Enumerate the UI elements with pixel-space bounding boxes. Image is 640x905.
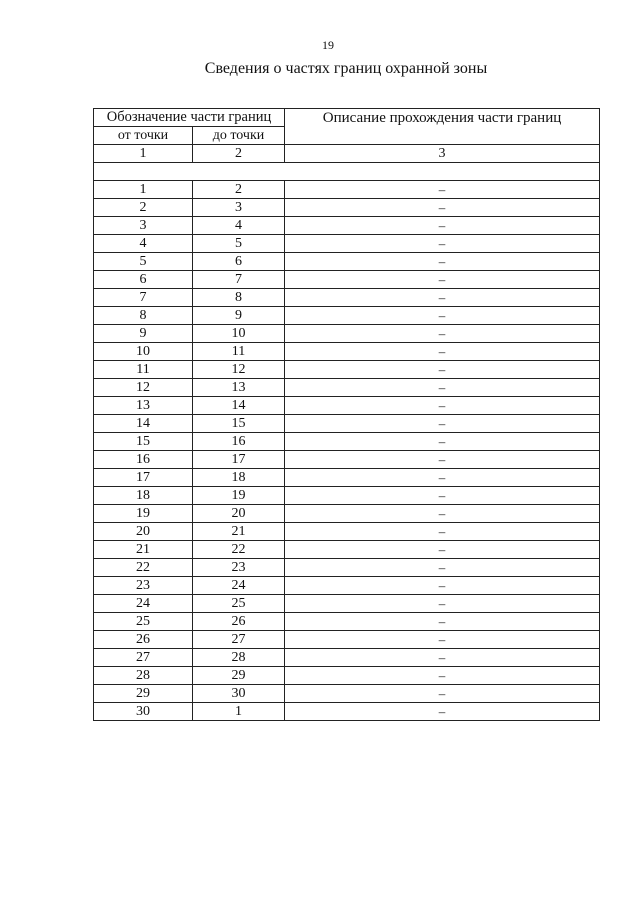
to-point-cell: 5: [193, 235, 285, 253]
table-row: [94, 523, 600, 541]
to-point-cell: 10: [193, 325, 285, 343]
description-cell: –: [285, 235, 600, 253]
table-row: [94, 397, 600, 415]
table-row: [94, 595, 600, 613]
from-point-cell: 28: [94, 667, 193, 685]
description-cell: –: [285, 685, 600, 703]
to-point-cell: 29: [193, 667, 285, 685]
from-point-cell: 18: [94, 487, 193, 505]
table-row: [94, 253, 600, 271]
to-point-cell: 15: [193, 415, 285, 433]
table-row: [94, 667, 600, 685]
from-point-cell: 14: [94, 415, 193, 433]
to-point-cell: 4: [193, 217, 285, 235]
table-row: [94, 343, 600, 361]
description-cell: –: [285, 577, 600, 595]
to-point-cell: 7: [193, 271, 285, 289]
from-point-cell: 8: [94, 307, 193, 325]
description-cell: –: [285, 487, 600, 505]
boundary-parts-table: [93, 108, 600, 721]
column-number-1: 1: [94, 145, 193, 163]
table-row: [94, 577, 600, 595]
from-point-cell: 1: [94, 181, 193, 199]
header-from-point: от точки: [94, 127, 193, 145]
table-row: [94, 199, 600, 217]
from-point-cell: 21: [94, 541, 193, 559]
from-point-cell: 20: [94, 523, 193, 541]
description-cell: –: [285, 397, 600, 415]
column-number-3: 3: [285, 145, 600, 163]
description-cell: –: [285, 253, 600, 271]
from-point-cell: 26: [94, 631, 193, 649]
from-point-cell: 30: [94, 703, 193, 721]
description-cell: –: [285, 451, 600, 469]
table-row: [94, 685, 600, 703]
table-row: [94, 181, 600, 199]
to-point-cell: 26: [193, 613, 285, 631]
to-point-cell: 16: [193, 433, 285, 451]
description-cell: –: [285, 613, 600, 631]
table-row: [94, 487, 600, 505]
from-point-cell: 2: [94, 199, 193, 217]
from-point-cell: 24: [94, 595, 193, 613]
to-point-cell: 11: [193, 343, 285, 361]
table-row: [94, 361, 600, 379]
to-point-cell: 30: [193, 685, 285, 703]
description-cell: –: [285, 649, 600, 667]
to-point-cell: 9: [193, 307, 285, 325]
to-point-cell: 21: [193, 523, 285, 541]
to-point-cell: 3: [193, 199, 285, 217]
description-cell: –: [285, 199, 600, 217]
table-row: [94, 217, 600, 235]
description-cell: –: [285, 415, 600, 433]
to-point-cell: 6: [193, 253, 285, 271]
description-cell: –: [285, 523, 600, 541]
to-point-cell: 27: [193, 631, 285, 649]
table-row: [94, 451, 600, 469]
spacer-row: [94, 163, 600, 181]
from-point-cell: 29: [94, 685, 193, 703]
table-row: [94, 631, 600, 649]
header-to-point: до точки: [193, 127, 285, 145]
from-point-cell: 27: [94, 649, 193, 667]
table-row: [94, 379, 600, 397]
from-point-cell: 6: [94, 271, 193, 289]
description-cell: –: [285, 703, 600, 721]
page-number: 19: [322, 38, 334, 52]
to-point-cell: 12: [193, 361, 285, 379]
description-cell: –: [285, 433, 600, 451]
table-row: [94, 235, 600, 253]
table-row: [94, 307, 600, 325]
table-row: [94, 541, 600, 559]
from-point-cell: 15: [94, 433, 193, 451]
description-cell: –: [285, 271, 600, 289]
description-cell: –: [285, 181, 600, 199]
table-row: [94, 649, 600, 667]
header-boundary-designation: Обозначение части границ: [94, 109, 285, 127]
to-point-cell: 2: [193, 181, 285, 199]
to-point-cell: 20: [193, 505, 285, 523]
description-cell: –: [285, 505, 600, 523]
description-cell: –: [285, 541, 600, 559]
from-point-cell: 7: [94, 289, 193, 307]
description-cell: –: [285, 289, 600, 307]
from-point-cell: 12: [94, 379, 193, 397]
table-row: [94, 271, 600, 289]
description-cell: –: [285, 217, 600, 235]
column-number-2: 2: [193, 145, 285, 163]
from-point-cell: 4: [94, 235, 193, 253]
header-boundary-description: Описание прохождения части границ: [285, 109, 600, 145]
document-title: Сведения о частях границ охранной зоны: [204, 60, 488, 77]
table-row: [94, 415, 600, 433]
spacer-cell: [94, 163, 600, 181]
to-point-cell: 13: [193, 379, 285, 397]
description-cell: –: [285, 667, 600, 685]
from-point-cell: 13: [94, 397, 193, 415]
to-point-cell: 23: [193, 559, 285, 577]
description-cell: –: [285, 559, 600, 577]
table-row: [94, 613, 600, 631]
to-point-cell: 28: [193, 649, 285, 667]
from-point-cell: 25: [94, 613, 193, 631]
description-cell: –: [285, 595, 600, 613]
from-point-cell: 19: [94, 505, 193, 523]
from-point-cell: 5: [94, 253, 193, 271]
table-row: [94, 505, 600, 523]
from-point-cell: 22: [94, 559, 193, 577]
from-point-cell: 9: [94, 325, 193, 343]
to-point-cell: 24: [193, 577, 285, 595]
description-cell: –: [285, 469, 600, 487]
to-point-cell: 14: [193, 397, 285, 415]
to-point-cell: 1: [193, 703, 285, 721]
to-point-cell: 18: [193, 469, 285, 487]
description-cell: –: [285, 379, 600, 397]
table-row: [94, 289, 600, 307]
description-cell: –: [285, 361, 600, 379]
from-point-cell: 16: [94, 451, 193, 469]
from-point-cell: 17: [94, 469, 193, 487]
from-point-cell: 23: [94, 577, 193, 595]
from-point-cell: 11: [94, 361, 193, 379]
table-row: [94, 703, 600, 721]
description-cell: –: [285, 343, 600, 361]
to-point-cell: 25: [193, 595, 285, 613]
to-point-cell: 17: [193, 451, 285, 469]
to-point-cell: 22: [193, 541, 285, 559]
table-row: [94, 433, 600, 451]
from-point-cell: 10: [94, 343, 193, 361]
table-row: [94, 469, 600, 487]
table-row: [94, 559, 600, 577]
description-cell: –: [285, 325, 600, 343]
table-row: [94, 325, 600, 343]
to-point-cell: 8: [193, 289, 285, 307]
from-point-cell: 3: [94, 217, 193, 235]
to-point-cell: 19: [193, 487, 285, 505]
description-cell: –: [285, 307, 600, 325]
description-cell: –: [285, 631, 600, 649]
column-number-row: [94, 145, 600, 163]
